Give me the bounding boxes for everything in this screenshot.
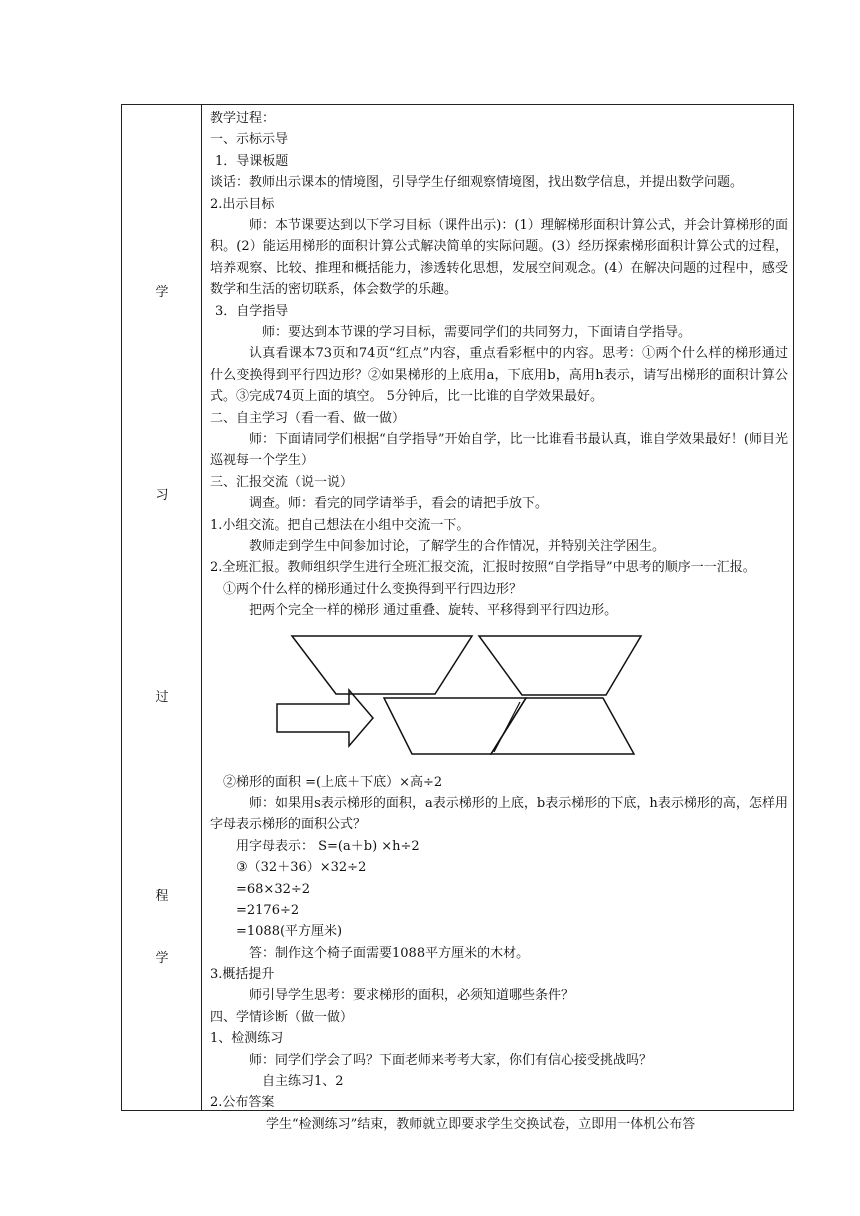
subsection-title: 3．自学指导 bbox=[215, 303, 289, 319]
side-label: 习 bbox=[155, 488, 169, 503]
trapezoid-diagram bbox=[210, 622, 788, 772]
paragraph: 师：要达到本节课的学习目标，需要同学们的共同努力，下面请自学指导。 bbox=[262, 324, 692, 340]
parallelogram-left bbox=[384, 698, 526, 754]
side-label: 过 bbox=[155, 690, 169, 705]
subsection-title: 1、检测练习 bbox=[210, 1031, 284, 1047]
paragraph: 师：如果用s表示梯形的面积，a表示梯形的上底，b表示梯形的下底，h表示梯形的高，怎样用字母表示梯形的面积公式？ bbox=[210, 795, 788, 833]
calculation: =1088(平方厘米) bbox=[236, 924, 343, 940]
subsection-title: 1．导课板题 bbox=[215, 153, 289, 169]
paragraph: 师引导学生思考：要求梯形的面积，必须知道哪些条件？ bbox=[249, 988, 575, 1004]
paragraph: 调查。师：看完的同学请举手，看会的请把手放下。 bbox=[249, 496, 549, 512]
question: ①两个什么样的梯形通过什么变换得到平行四边形？ bbox=[223, 581, 523, 597]
side-label-column bbox=[122, 105, 202, 1110]
content-heading: 教学过程： bbox=[210, 111, 276, 126]
paragraph: 学生“检测练习”结束，教师就立即要求学生交换试卷，立即用一体机公布答 bbox=[266, 1116, 696, 1132]
formula: 用字母表示： S=(a＋b) ×h÷2 bbox=[236, 838, 420, 854]
paragraph: 认真看课本73页和74页“红点”内容，重点看彩框中的内容。思考：①两个什么样的梯形通过什么变换得到平行四边形？②如果梯形的上底用a，下底用b，高用h表示，请写出梯形的面积计算公式。③完成74页上面的填空。 5分钟后，比一比谁的自学效果最好。 bbox=[210, 346, 788, 405]
paragraph: 师：下面请同学们根据“自学指导”开始自学，比一比谁看书最认真，谁自学效果最好！(师目光巡视每一个学生） bbox=[210, 431, 788, 469]
paragraph: 师：本节课要达到以下学习目标（课件出示)：(1）理解梯形面积计算公式，并会计算梯形的面积。(2）能运用梯形的面积计算公式解决简单的实际问题。(3）经历探索梯形面积计算公式的过程，培养观察、比较、推理和概括能力，渗透转化思想，发展空间观念。(4）在解决问题的过程中，感受数学和生活的密切联系，体会数学的乐趣。 bbox=[210, 217, 788, 298]
trapezoid-left bbox=[292, 636, 472, 694]
paragraph: 师：同学们学会了吗？下面老师来考考大家，你们有信心接受挑战吗？ bbox=[249, 1052, 653, 1068]
subsection-title: 3.概括提升 bbox=[210, 967, 275, 983]
subsection-title: 1.小组交流。把自己想法在小组中交流一下。 bbox=[210, 517, 470, 533]
subsection-title: 2.出示目标 bbox=[210, 196, 275, 212]
lesson-table bbox=[121, 104, 794, 1132]
lesson-content bbox=[210, 108, 788, 1135]
trapezoid-right bbox=[479, 636, 641, 695]
arrow-icon bbox=[277, 690, 373, 746]
paragraph: 2.全班汇报。教师组织学生进行全班汇报交流，汇报时按照“自学指导”中思考的顺序一一汇报。 bbox=[210, 560, 756, 576]
section-title: 二、自主学习（看一看、做一做） bbox=[210, 410, 406, 426]
side-label: 程 bbox=[155, 889, 169, 904]
paragraph: 谈话：教师出示课本的情境图，引导学生仔细观察情境图，找出数学信息，并提出数学问题。 bbox=[210, 175, 744, 191]
paragraph: 把两个完全一样的梯形 通过重叠、旋转、平移得到平行四边形。 bbox=[249, 603, 618, 619]
section-title: 四、学情诊断（做一做） bbox=[210, 1009, 354, 1025]
section-title: 三、汇报交流（说一说） bbox=[210, 474, 354, 490]
question: ②梯形的面积 =(上底＋下底）×高÷2 bbox=[223, 774, 443, 790]
subsection-title: 2.公布答案 bbox=[210, 1095, 275, 1111]
side-label: 学 bbox=[155, 285, 169, 300]
side-label: 学 bbox=[155, 951, 169, 966]
paragraph: 自主练习1、2 bbox=[262, 1074, 344, 1090]
paragraph: 教师走到学生中间参加讨论，了解学生的合作情况，并特别关注学困生。 bbox=[249, 538, 666, 554]
section-title: 一、示标示导 bbox=[210, 132, 289, 148]
calculation: ③（32＋36）×32÷2 bbox=[236, 860, 367, 876]
calculation: =68×32÷2 bbox=[236, 881, 311, 897]
parallelogram-right bbox=[491, 698, 634, 754]
answer: 答：制作这个椅子面需要1088平方厘米的木材。 bbox=[249, 945, 530, 961]
calculation: =2176÷2 bbox=[236, 902, 300, 918]
